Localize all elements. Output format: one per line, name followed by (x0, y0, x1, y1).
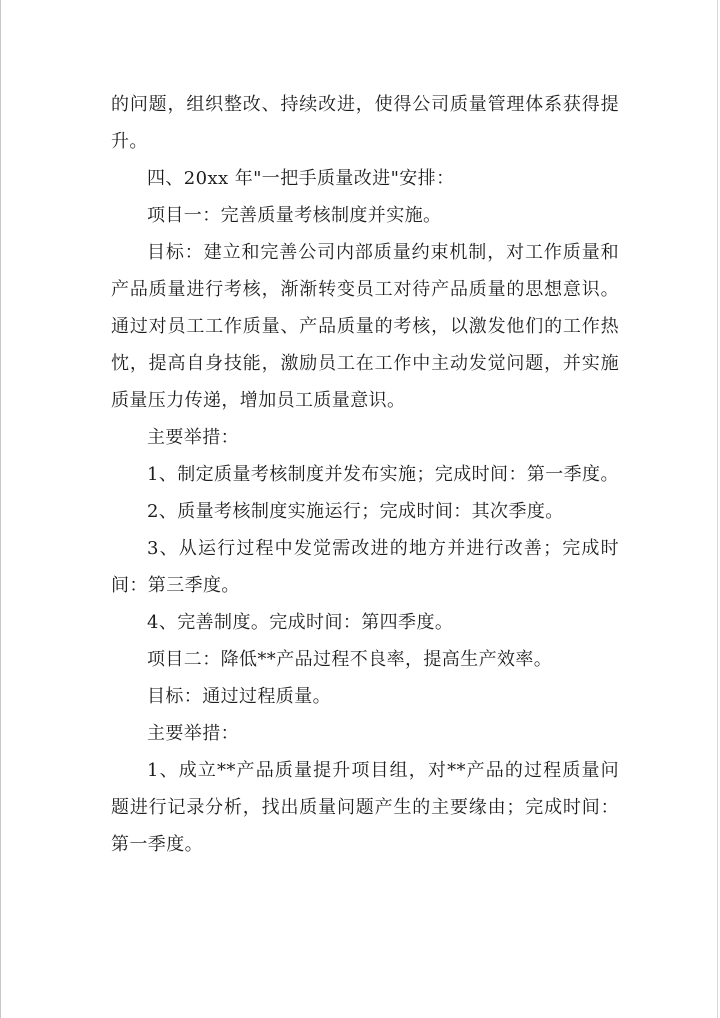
measure-item: 2、质量考核制度实施运行；完成时间：其次季度。 (147, 501, 564, 522)
measure-item: 3、从运行过程中发觉需改进的地方并进行改善；完成时间：第三季度。 (111, 538, 619, 596)
measures-heading: 主要举措： (147, 723, 239, 744)
measure-item: 1、成立**产品质量提升项目组，对**产品的过程质量问题进行记录分析，找出质量问题产生的主要缘由；完成时间：第一季度。 (111, 760, 619, 855)
document-body (111, 86, 619, 863)
measure-item: 4、完善制度。完成时间：第四季度。 (147, 612, 454, 633)
project-one-title: 项目一：完善质量考核制度并实施。 (147, 205, 442, 226)
measure-item: 1、制定质量考核制度并发布实施；完成时间：第一季度。 (147, 464, 619, 485)
project-one-goal: 目标：建立和完善公司内部质量约束机制，对工作质量和产品质量进行考核，渐渐转变员工对待产品质量的思想意识。通过对员工工作质量、产品质量的考核，以激发他们的工作热忱，提高自身技能，激励员工在工作中主动发觉问题，并实施质量压力传递，增加员工质量意识。 (111, 242, 619, 411)
paragraph-continuation: 的问题，组织整改、持续改进，使得公司质量管理体系获得提升。 (111, 94, 619, 152)
project-two-goal: 目标：通过过程质量。 (147, 686, 331, 707)
section-heading-plan: 四、20xx 年"一把手质量改进"安排： (147, 168, 455, 189)
measures-heading: 主要举措： (147, 427, 239, 448)
project-two-title: 项目二：降低**产品过程不良率，提高生产效率。 (147, 649, 553, 670)
